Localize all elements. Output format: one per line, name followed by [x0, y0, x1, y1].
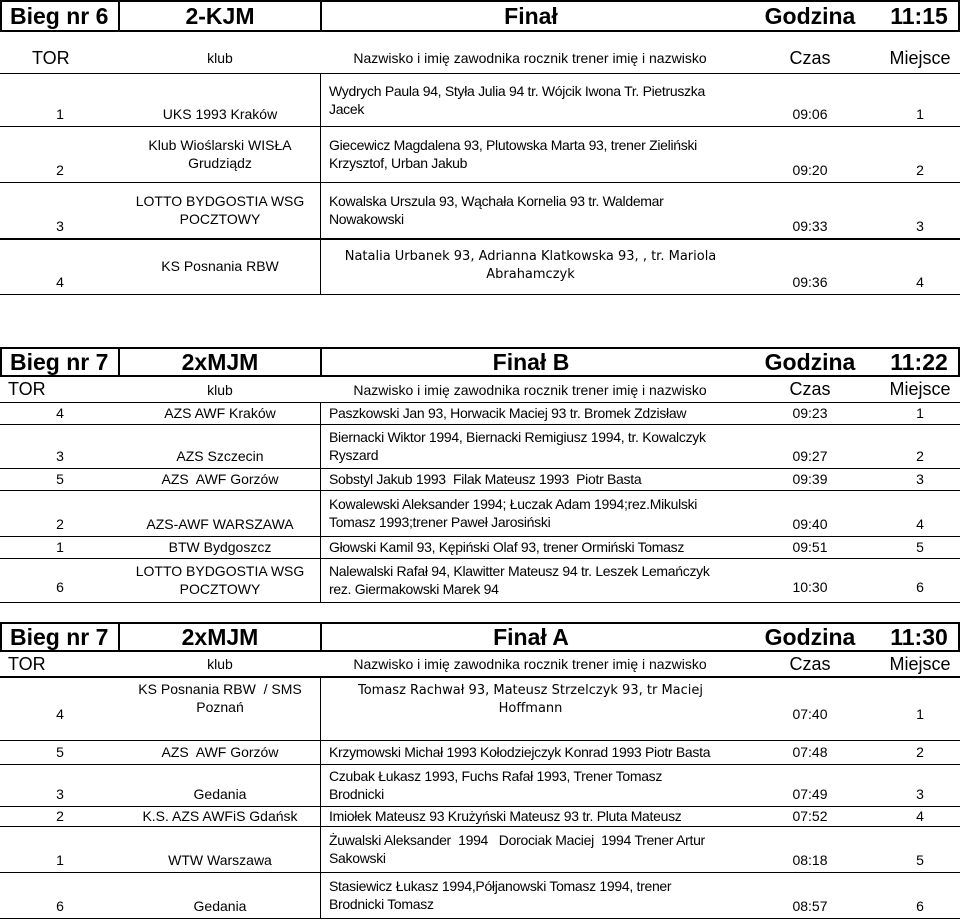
zawodnicy-cell: Kowalska Urszula 93, Wąchała Kornelia 93 tr. Waldemar Nowakowski [320, 182, 740, 238]
zawodnicy-cell: Głowski Kamil 93, Kępiński Olaf 93, trener Ormiński Tomasz [320, 536, 740, 558]
bieg-label: Bieg nr 6 [0, 0, 120, 32]
klub-cell: Gedania [193, 898, 247, 914]
czas-cell: 07:48 [792, 744, 828, 760]
col-zawodnicy: Nazwisko i imię zawodnika rocznik trener imię i nazwisko [353, 381, 707, 398]
czas-cell: 09:51 [792, 539, 828, 555]
table-row [0, 73, 960, 127]
klub-cell: KS Posnania RBW [161, 258, 279, 274]
table-row [0, 872, 960, 919]
zawodnicy-cell: Żuwalski Aleksander 1994 Dorociak Maciej 1994 Trener Artur Sakowski [320, 826, 740, 872]
tor-cell: 3 [56, 786, 64, 802]
tor-cell: 2 [56, 162, 64, 178]
table-row [0, 468, 960, 491]
tor-cell: 1 [56, 852, 64, 868]
zawodnicy-cell: Sobstyl Jakub 1993 Filak Mateusz 1993 Piotr Basta [320, 468, 740, 490]
category-label: 2xMJM [120, 622, 320, 652]
col-klub: klub [207, 50, 233, 66]
czas-cell: 09:06 [792, 106, 828, 122]
klub-cell: Klub Wioślarski WISŁA Grudziądz [148, 136, 292, 171]
godzina-label: Godzina [740, 347, 880, 377]
klub-cell: UKS 1993 Kraków [162, 106, 278, 122]
section-2-title-row [0, 347, 960, 377]
stage-label: Finał A [320, 622, 740, 652]
time-label: 11:22 [880, 347, 960, 377]
miejsce-cell: 1 [916, 706, 924, 722]
miejsce-cell: 1 [916, 106, 924, 122]
klub-cell: K.S. AZS AWFiS Gdańsk [142, 808, 298, 824]
col-klub: klub [207, 381, 233, 398]
klub-cell: BTW Bydgoszcz [168, 539, 272, 555]
category-label: 2-KJM [120, 0, 320, 32]
czas-cell: 08:18 [792, 852, 828, 868]
col-tor: TOR [32, 47, 70, 68]
tor-cell: 4 [56, 706, 64, 722]
table-row [0, 238, 960, 295]
miejsce-cell: 2 [916, 448, 924, 464]
tor-cell: 4 [56, 405, 64, 421]
miejsce-cell: 6 [916, 579, 924, 595]
tor-cell: 3 [56, 448, 64, 464]
table-row [0, 676, 960, 741]
section-2-header-row [0, 377, 960, 403]
miejsce-cell: 2 [916, 162, 924, 178]
table-row [0, 182, 960, 240]
category-label: 2xMJM [120, 347, 320, 377]
section-3-title-row [0, 622, 960, 652]
table-row [0, 536, 960, 559]
klub-cell: AZS AWF Gorzów [161, 744, 279, 760]
col-tor: TOR [8, 653, 46, 674]
time-label: 11:30 [880, 622, 960, 652]
klub-cell: WTW Warszawa [168, 852, 272, 868]
czas-cell: 07:40 [792, 706, 828, 722]
miejsce-cell: 5 [916, 852, 924, 868]
tor-cell: 5 [56, 744, 64, 760]
zawodnicy-cell: Biernacki Wiktor 1994, Biernacki Remigiusz 1994, tr. Kowalczyk Ryszard [320, 424, 740, 468]
col-miejsce: Miejsce [889, 379, 951, 399]
tor-cell: 2 [56, 808, 64, 824]
tor-cell: 6 [56, 579, 64, 595]
czas-cell: 07:49 [792, 786, 828, 802]
czas-cell: 07:52 [792, 808, 828, 824]
miejsce-cell: 3 [916, 218, 924, 234]
tor-cell: 3 [56, 218, 64, 234]
time-label: 11:15 [880, 0, 960, 32]
miejsce-cell: 6 [916, 898, 924, 914]
czas-cell: 10:30 [792, 579, 828, 595]
klub-cell: AZS AWF Kraków [164, 405, 276, 421]
czas-cell: 09:39 [792, 471, 828, 487]
zawodnicy-cell: Paszkowski Jan 93, Horwacik Maciej 93 tr. Bromek Zdzisław [320, 402, 740, 424]
czas-cell: 09:40 [792, 516, 828, 532]
miejsce-cell: 4 [916, 516, 924, 532]
miejsce-cell: 3 [916, 471, 924, 487]
godzina-label: Godzina [740, 622, 880, 652]
zawodnicy-cell: Imiołek Mateusz 93 Krużyński Mateusz 93 tr. Pluta Mateusz [320, 806, 740, 826]
klub-cell: LOTTO BYDGOSTIA WSG POCZTOWY [135, 193, 305, 227]
klub-cell: AZS AWF Gorzów [161, 471, 279, 487]
czas-cell: 09:20 [792, 162, 828, 178]
col-klub: klub [207, 656, 233, 672]
miejsce-cell: 1 [916, 405, 924, 421]
zawodnicy-cell: Czubak Łukasz 1993, Fuchs Rafał 1993, Trener Tomasz Brodnicki [320, 764, 740, 806]
table-row [0, 125, 960, 183]
klub-cell: AZS-AWF WARSZAWA [146, 516, 294, 532]
tor-cell: 6 [56, 898, 64, 914]
czas-cell: 08:57 [792, 898, 828, 914]
zawodnicy-cell: Nalewalski Rafał 94, Klawitter Mateusz 94 tr. Leszek Lemańczyk rez. Giermakowski Marek 94 [320, 558, 740, 602]
table-row [0, 424, 960, 469]
col-tor: TOR [8, 379, 46, 399]
col-zawodnicy: Nazwisko i imię zawodnika rocznik trener imię i nazwisko [353, 656, 707, 672]
klub-cell: LOTTO BYDGOSTIA WSG POCZTOWY [135, 563, 305, 597]
zawodnicy-cell: Kowalewski Aleksander 1994; Łuczak Adam 1994;rez.Mikulski Tomasz 1993;trener Paweł Jarosiński [320, 490, 740, 536]
stage-label: Finał [320, 0, 740, 32]
miejsce-cell: 4 [916, 808, 924, 824]
stage-label: Finał B [320, 347, 740, 377]
zawodnicy-cell: Natalia Urbanek 93, Adrianna Klatkowska 93, , tr. Mariola Abrahamczyk [320, 238, 740, 294]
klub-cell: KS Posnania RBW / SMS Poznań [138, 681, 306, 715]
tor-cell: 2 [56, 516, 64, 532]
godzina-label: Godzina [740, 0, 880, 32]
miejsce-cell: 4 [916, 274, 924, 290]
col-czas: Czas [789, 653, 831, 674]
miejsce-cell: 3 [916, 786, 924, 802]
zawodnicy-cell: Wydrych Paula 94, Styła Julia 94 tr. Wójcik Iwona Tr. Pietruszka Jacek [320, 74, 740, 126]
tor-cell: 1 [56, 539, 64, 555]
section-3-header-row [0, 652, 960, 676]
tor-cell: 1 [56, 106, 64, 122]
col-miejsce: Miejsce [889, 653, 951, 674]
table-row [0, 764, 960, 807]
section-1-title-row [0, 0, 960, 32]
czas-cell: 09:36 [792, 274, 828, 290]
col-czas: Czas [789, 379, 831, 399]
table-row [0, 558, 960, 603]
bieg-label: Bieg nr 7 [0, 347, 120, 377]
miejsce-cell: 5 [916, 539, 924, 555]
bieg-label: Bieg nr 7 [0, 622, 120, 652]
table-row [0, 490, 960, 537]
table-row [0, 402, 960, 425]
klub-cell: Gedania [193, 786, 247, 802]
tor-cell: 4 [56, 274, 64, 290]
tor-cell: 5 [56, 471, 64, 487]
table-row [0, 738, 960, 765]
col-zawodnicy: Nazwisko i imię zawodnika rocznik trener imię i nazwisko [353, 50, 707, 66]
miejsce-cell: 2 [916, 744, 924, 760]
col-miejsce: Miejsce [889, 47, 951, 68]
klub-cell: AZS Szczecin [176, 448, 264, 464]
zawodnicy-cell: Krzymowski Michał 1993 Kołodziejczyk Konrad 1993 Piotr Basta [320, 738, 740, 764]
czas-cell: 09:33 [792, 218, 828, 234]
section-1-header-row [0, 43, 960, 73]
table-row [0, 806, 960, 827]
col-czas: Czas [789, 47, 831, 68]
zawodnicy-cell: Tomasz Rachwał 93, Mateusz Strzelczyk 93, tr Maciej Hoffmann [320, 678, 740, 740]
czas-cell: 09:23 [792, 405, 828, 421]
czas-cell: 09:27 [792, 448, 828, 464]
zawodnicy-cell: Stasiewicz Łukasz 1994,Półjanowski Tomasz 1994, trener Brodnicki Tomasz [320, 872, 740, 918]
zawodnicy-cell: Giecewicz Magdalena 93, Plutowska Marta 93, trener Zieliński Krzysztof, Urban Jakub [320, 125, 740, 182]
table-row [0, 826, 960, 873]
